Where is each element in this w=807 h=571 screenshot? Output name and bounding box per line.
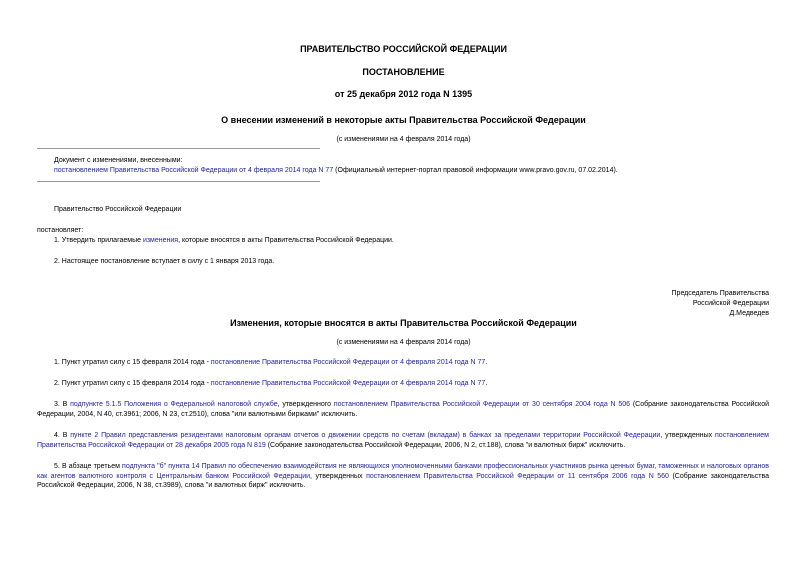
amendments-line [54, 166, 618, 175]
item1-decree-link[interactable]: постановление Правительства Российской Федерации от 4 февраля 2014 года N 77 [210, 359, 486, 366]
doc-type-heading: ПОСТАНОВЛЕНИЕ [362, 67, 445, 77]
divider-top [37, 148, 320, 149]
change-item-4: 4. В пункте 2 Правил представления резидентами налоговым органам отчетов о движении средств по счетам (вкладам) в банках за пределами территории Российской Федерации, утвержденных постановлением Правительства Российской Федерации от 28 декабря 2005 года N 819 (Собрание законодательства Российской Федерации, 2006, N 2, ст.188), слова "и валютных бирж" исключить. [37, 432, 769, 449]
item5-rules-link[interactable]: подпункта "б" пункта 14 Правил по обеспечению взаимодействия не являющихся уполномоченными банками профессиональных участников рынка ценных бумаг, таможенных и налоговых органов как агентов валютного контроля с Центральным банком Российской Федерации [37, 463, 770, 480]
change-item-2: 2. Пункт утратил силу с 15 февраля 2014 года - постановление Правительства Российской Федерации от 4 февраля 2014 года N 77. [54, 380, 488, 387]
decrees-word: постановляет: [37, 227, 84, 234]
changes-link[interactable]: изменения [142, 237, 179, 244]
changes-title: Изменения, которые вносятся в акты Правительства Российской Федерации [230, 318, 577, 328]
amendments-suffix: (Официальный интернет-портал правовой информации www.pravo.gov.ru, 07.02.2014). [333, 167, 618, 174]
item3-decree-link[interactable]: постановлением Правительства Российской Федерации от 30 сентября 2004 года N 506 [333, 401, 631, 408]
change-item-5: 5. В абзаце третьем подпункта "б" пункта 14 Правил по обеспечению взаимодействия не являющихся уполномоченными банками профессиональных участников рынка ценных бумаг, таможенных и налоговых органов как агентов валютного контроля с Центральным банком Российской Федерации, утвержденных постановлением Правительства Российской Федерации от 11 сентября 2006 года N 560 (Собрание законодательства Российской Федерации, 2006, N 38, ст.3989), слова "и валютных бирж" исключить. [37, 463, 770, 489]
government-heading: ПРАВИТЕЛЬСТВО РОССИЙСКОЙ ФЕДЕРАЦИИ [300, 44, 507, 54]
date-number-heading: от 25 декабря 2012 года N 1395 [334, 89, 473, 99]
amendment-note: (с изменениями на 4 февраля 2014 года) [336, 136, 471, 143]
change-item-3: 3. В подпункте 5.1.5 Положения о Федеральной налоговой службе, утвержденного постановлением Правительства Российской Федерации от 30 сентября 2004 года N 506 (Собрание законодательства Российской Федерации, 2004, N 40, ст.3961; 2006, N 23, ст.2510), слова "или валютными биржами" исключить. [37, 401, 770, 418]
signature-country: Российской Федерации [692, 300, 769, 307]
item5-decree-link[interactable]: постановлением Правительства Российской Федерации от 11 сентября 2006 года N 560 [366, 472, 669, 480]
item4-rules-link[interactable]: пункте 2 Правил представления резидентами налоговым органам отчетов о движении средств по счетам (вкладам) в банках за пределами территории Российской Федерации [70, 432, 661, 439]
document-title: О внесении изменений в некоторые акты Правительства Российской Федерации [221, 115, 586, 125]
signature-name: Д.Медведев [729, 310, 769, 317]
amendments-label: Документ с изменениями, внесенными: [54, 157, 183, 164]
clause-1: 1. Утвердить прилагаемые изменения, которые вносятся в акты Правительства Российской Федерации. [54, 237, 394, 244]
item2-decree-link[interactable]: постановление Правительства Российской Федерации от 4 февраля 2014 года N 77 [210, 380, 486, 387]
item3-regulation-link[interactable]: подпункте 5.1.5 Положения о Федеральной налоговой службе [70, 401, 278, 408]
item4-decree-link[interactable]: постановлением Правительства Российской Федерации от 28 декабря 2005 года N 819 [37, 432, 769, 449]
changes-amendment-note: (с изменениями на 4 февраля 2014 года) [336, 339, 471, 346]
clause-2: 2. Настоящее постановление вступает в силу с 1 января 2013 года. [54, 258, 275, 265]
signature-title: Председатель Правительства [671, 290, 769, 297]
amending-decree-link[interactable]: постановлением Правительства Российской Федерации от 4 февраля 2014 года N 77 [54, 167, 334, 174]
divider-bottom [37, 181, 320, 182]
government-name: Правительство Российской Федерации [54, 206, 182, 213]
change-item-1: 1. Пункт утратил силу с 15 февраля 2014 года - постановление Правительства Российской Федерации от 4 февраля 2014 года N 77. [54, 359, 488, 366]
